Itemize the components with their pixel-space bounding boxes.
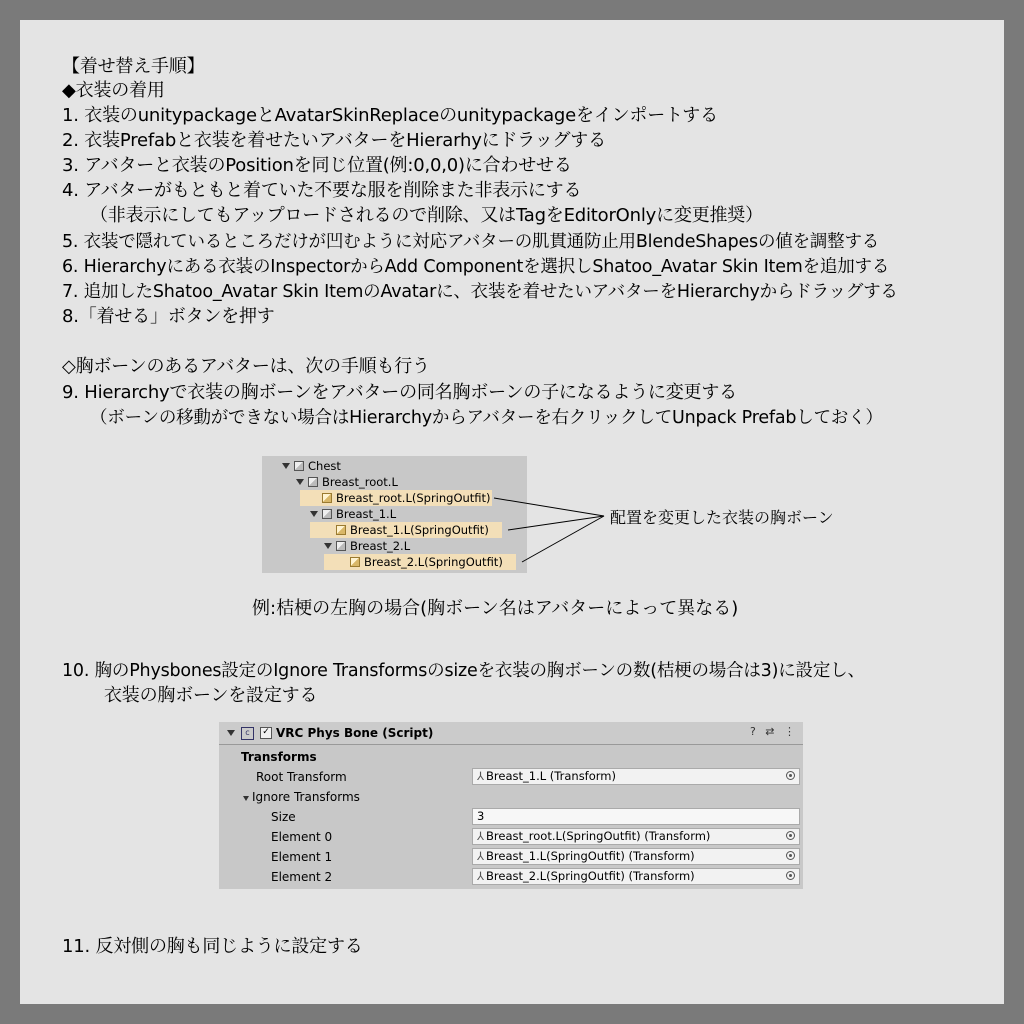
- field-value: Breast_1.L (Transform): [486, 769, 616, 783]
- step-10-cont: 衣装の胸ボーンを設定する: [104, 685, 318, 706]
- label-text: Ignore Transforms: [252, 790, 360, 804]
- figure-caption: 例:桔梗の左胸の場合(胸ボーン名はアバターによって異なる): [252, 598, 739, 619]
- help-icon[interactable]: ?: [749, 725, 756, 738]
- step-2: 2. 衣装Prefabと衣装を着せたいアバターをHierarhyにドラッグする: [62, 130, 606, 151]
- element-1-field[interactable]: [472, 848, 800, 865]
- row-label: Breast_2.L: [350, 539, 411, 553]
- row-label: Breast_root.L: [322, 475, 398, 489]
- field-value: Breast_2.L(SpringOutfit) (Transform): [486, 869, 695, 883]
- row-label: Breast_root.L(SpringOutfit): [336, 491, 491, 505]
- inspector-screenshot: [219, 722, 803, 889]
- collapse-triangle-icon: [227, 730, 235, 736]
- object-picker-icon[interactable]: [786, 871, 795, 880]
- step-8: 8.「着せる」ボタンを押す: [62, 306, 275, 327]
- step-3: 3. アバターと衣装のPositionを同じ位置(例:0,0,0)に合わせせる: [62, 155, 572, 176]
- transform-icon: ⅄: [477, 769, 485, 783]
- size-input[interactable]: 3: [472, 808, 800, 825]
- transforms-section-label: Transforms: [241, 750, 317, 764]
- step-7: 7. 追加したShatoo_Avatar Skin ItemのAvatarに、衣装を着せたいアバターをHierarchyからドラッグする: [62, 282, 898, 302]
- expand-triangle-icon: [243, 796, 249, 801]
- enabled-checkbox[interactable]: ✓: [260, 727, 272, 739]
- ignore-transforms-label[interactable]: [243, 790, 360, 804]
- row-label: Chest: [308, 459, 341, 473]
- row-label: Breast_1.L(SpringOutfit): [350, 523, 489, 537]
- step-6: 6. Hierarchyにある衣装のInspectorからAdd Componentを選択しShatoo_Avatar Skin Itemを追加する: [62, 257, 890, 277]
- step-9: 9. Hierarchyで衣装の胸ボーンをアバターの同名胸ボーンの子になるように変更する: [62, 382, 737, 403]
- step-4: 4. アバターがもともと着ていた不要な服を削除また非表示にする: [62, 180, 582, 201]
- step-5: 5. 衣装で隠れているところだけが凹むように対応アバターの肌貫通防止用BlendeShapesの値を調整する: [62, 232, 880, 252]
- element-2-field[interactable]: [472, 868, 800, 885]
- object-picker-icon[interactable]: [786, 851, 795, 860]
- field-value: Breast_1.L(SpringOutfit) (Transform): [486, 849, 695, 863]
- element-0-label: Element 0: [271, 830, 333, 844]
- step-11: 11. 反対側の胸も同じように設定する: [62, 936, 363, 957]
- step-10: 10. 胸のPhysbones設定のIgnore Transformsのsizeを衣装の胸ボーンの数(桔梗の場合は3)に設定し、: [62, 661, 865, 681]
- field-value: Breast_root.L(SpringOutfit) (Transform): [486, 829, 711, 843]
- row-label: Breast_2.L(SpringOutfit): [364, 555, 503, 569]
- section-breast-bones: ◇胸ボーンのあるアバターは、次の手順も行う: [62, 356, 430, 377]
- object-picker-icon[interactable]: [786, 771, 795, 780]
- step-4-note: （非表示にしてもアップロードされるので削除、又はTagをEditorOnlyに変更推奨）: [90, 205, 763, 226]
- more-menu-icon[interactable]: ⋮: [784, 725, 795, 738]
- script-icon: c: [241, 727, 254, 740]
- step-1: 1. 衣装のunitypackageとAvatarSkinReplaceのunitypackageをインポートする: [62, 105, 718, 126]
- element-1-label: Element 1: [271, 850, 333, 864]
- root-transform-field[interactable]: [472, 768, 800, 785]
- component-title: VRC Phys Bone (Script): [276, 726, 434, 740]
- step-9-note: （ボーンの移動ができない場合はHierarchyからアバターを右クリックしてUnpack Prefabしておく）: [90, 408, 883, 428]
- heading: 【着せ替え手順】: [62, 56, 205, 77]
- transform-icon: ⅄: [477, 849, 485, 863]
- root-transform-label: Root Transform: [256, 770, 347, 784]
- element-2-label: Element 2: [271, 870, 333, 884]
- transform-icon: ⅄: [477, 829, 485, 843]
- callout-label: 配置を変更した衣装の胸ボーン: [610, 508, 834, 527]
- element-0-field[interactable]: [472, 828, 800, 845]
- size-label: Size: [271, 810, 296, 824]
- component-header: [219, 722, 803, 745]
- transform-icon: ⅄: [477, 869, 485, 883]
- settings-sliders-icon[interactable]: ⇄: [765, 725, 775, 738]
- row-label: Breast_1.L: [336, 507, 397, 521]
- object-picker-icon[interactable]: [786, 831, 795, 840]
- section-wearing: ◆衣装の着用: [62, 80, 165, 101]
